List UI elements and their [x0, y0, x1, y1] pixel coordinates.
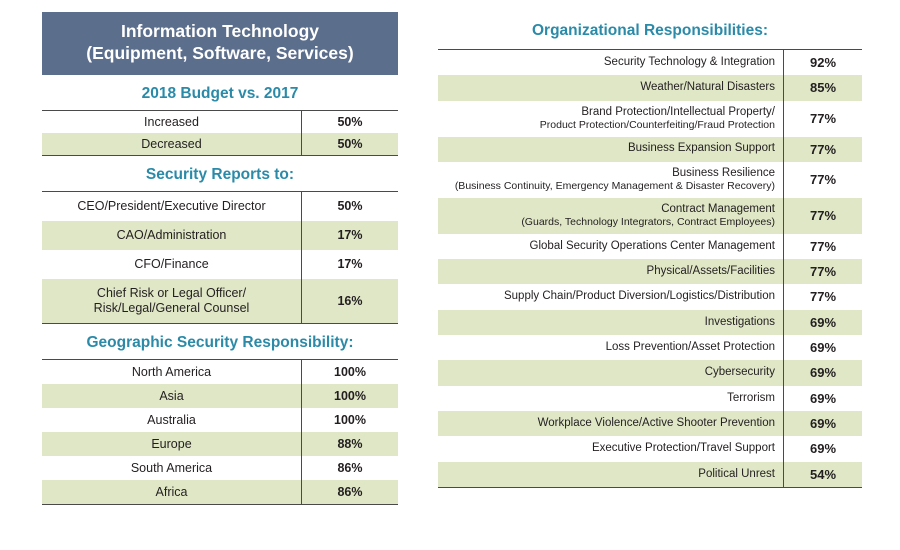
organizational-responsibilities-table — [438, 49, 862, 488]
org-row-label — [438, 284, 784, 309]
table-row — [438, 284, 862, 309]
org-row-label-line1: Investigations — [704, 315, 775, 328]
it-header-line2: (Equipment, Software, Services) — [86, 42, 354, 63]
org-row-label — [438, 259, 784, 284]
table-row — [438, 101, 862, 137]
org-row-label — [438, 162, 784, 198]
table-row — [438, 137, 862, 162]
org-row-label-line1: Supply Chain/Product Diversion/Logistics/Distribution — [503, 290, 775, 303]
budget-row-label: Increased — [42, 110, 302, 133]
org-row-label — [438, 234, 784, 259]
table-row — [438, 386, 862, 411]
geo-row-value: 86% — [302, 480, 399, 505]
org-row-value: 77% — [784, 137, 863, 162]
table-row — [42, 133, 398, 156]
org-row-label-line1: Brand Protection/Intellectual Property/ — [581, 105, 775, 118]
org-row-label-line1: Physical/Assets/Facilities — [646, 265, 775, 277]
org-row-label-line1: Loss Prevention/Asset Protection — [605, 340, 775, 353]
budget-section-title: 2018 Budget vs. 2017 — [141, 84, 299, 102]
table-row — [42, 408, 398, 432]
reports-row-value: 16% — [302, 279, 399, 324]
budget-row-value: 50% — [302, 110, 399, 133]
org-row-label — [438, 310, 784, 335]
org-row-label-line1: Cybersecurity — [704, 366, 775, 379]
reports-row-label-line2: Risk/Legal/General Counsel — [93, 300, 250, 315]
org-row-value: 77% — [784, 259, 863, 284]
org-row-label — [438, 137, 784, 162]
information-technology-header — [42, 12, 398, 75]
org-row-value: 69% — [784, 411, 863, 436]
budget-table — [42, 110, 398, 156]
org-row-label — [438, 411, 784, 436]
security-reports-table — [42, 191, 398, 324]
table-row — [42, 480, 398, 505]
reports-row-value: 17% — [302, 221, 399, 250]
table-row — [42, 384, 398, 408]
table-row — [438, 75, 862, 100]
org-row-label-line1: Security Technology & Integration — [603, 55, 775, 68]
org-row-label-line2: (Business Continuity, Emergency Management & Disaster Recovery) — [454, 180, 775, 193]
table-row — [42, 279, 398, 324]
geo-row-value: 88% — [302, 432, 399, 456]
it-header-line1: Information Technology — [120, 21, 319, 41]
org-row-value: 69% — [784, 360, 863, 385]
org-row-value: 92% — [784, 50, 863, 76]
geo-row-label: Australia — [147, 412, 196, 427]
table-row — [42, 432, 398, 456]
org-row-value: 77% — [784, 162, 863, 198]
table-row — [438, 436, 862, 461]
geographic-responsibility-table — [42, 359, 398, 505]
table-row — [438, 335, 862, 360]
geographic-section-title: Geographic Security Responsibility: — [86, 333, 354, 351]
table-row — [438, 462, 862, 488]
org-row-label-line1: Executive Protection/Travel Support — [591, 442, 775, 455]
geo-row-value: 100% — [302, 408, 399, 432]
org-row-label — [438, 386, 784, 411]
right-column — [438, 22, 862, 488]
org-row-value: 77% — [784, 198, 863, 234]
geo-row-label: North America — [42, 359, 302, 384]
org-row-value: 69% — [784, 436, 863, 461]
org-row-value: 69% — [784, 386, 863, 411]
reports-row-label — [42, 279, 302, 324]
reports-row-label: CAO/Administration — [116, 227, 227, 242]
budget-row-label: Decreased — [42, 133, 302, 156]
org-row-value: 77% — [784, 284, 863, 309]
org-row-label-line1: Workplace Violence/Active Shooter Prevention — [537, 416, 775, 429]
table-row — [438, 411, 862, 436]
reports-row-label: CEO/President/Executive Director — [42, 191, 302, 221]
org-row-label-line2: (Guards, Technology Integrators, Contract Employees) — [521, 216, 775, 229]
geo-row-label: South America — [130, 460, 213, 475]
org-row-value: 69% — [784, 310, 863, 335]
geo-row-label: Europe — [151, 436, 192, 451]
org-row-label-line1: Business Resilience — [672, 166, 775, 179]
org-row-label-line1: Contract Management — [661, 202, 775, 215]
reports-section-title: Security Reports to: — [145, 165, 295, 183]
table-row — [438, 162, 862, 198]
geo-row-value: 86% — [302, 456, 399, 480]
org-row-value: 54% — [784, 462, 863, 488]
reports-row-value: 50% — [302, 191, 399, 221]
organizational-responsibilities-title: Organizational Responsibilities: — [532, 22, 768, 39]
org-row-label — [438, 50, 784, 76]
geo-row-label: Asia — [159, 388, 184, 403]
org-row-label — [438, 335, 784, 360]
org-row-label — [438, 198, 784, 234]
geo-row-label: Africa — [42, 480, 302, 505]
org-row-label-line1: Terrorism — [727, 391, 775, 404]
reports-row-label-line1: Chief Risk or Legal Officer/ — [96, 285, 247, 300]
org-row-label-line1: Business Expansion Support — [627, 142, 775, 155]
table-row — [438, 50, 862, 76]
table-row — [438, 198, 862, 234]
table-row — [438, 360, 862, 385]
table-row — [42, 359, 398, 384]
reports-row-value: 17% — [302, 250, 399, 279]
org-row-value: 85% — [784, 75, 863, 100]
table-row — [42, 456, 398, 480]
org-row-label — [438, 436, 784, 461]
org-row-label-line1: Political Unrest — [698, 467, 775, 480]
table-row — [42, 191, 398, 221]
table-row — [438, 310, 862, 335]
table-row — [42, 221, 398, 250]
org-row-label — [438, 75, 784, 100]
left-column — [42, 12, 398, 505]
org-row-label — [438, 462, 784, 488]
budget-row-value: 50% — [302, 133, 399, 156]
org-row-value: 77% — [784, 101, 863, 137]
org-row-label-line1: Weather/Natural Disasters — [640, 81, 775, 94]
table-row — [438, 234, 862, 259]
org-row-value: 77% — [784, 234, 863, 259]
geo-row-value: 100% — [302, 359, 399, 384]
org-row-value: 69% — [784, 335, 863, 360]
org-row-label-line2: Product Protection/Counterfeiting/Fraud Protection — [539, 119, 775, 132]
table-row — [42, 110, 398, 133]
table-row — [42, 250, 398, 279]
org-row-label-line1: Global Security Operations Center Management — [529, 239, 775, 252]
reports-row-label: CFO/Finance — [134, 256, 209, 271]
geo-row-value: 100% — [302, 384, 399, 408]
table-row — [438, 259, 862, 284]
org-row-label — [438, 101, 784, 137]
org-row-label — [438, 360, 784, 385]
